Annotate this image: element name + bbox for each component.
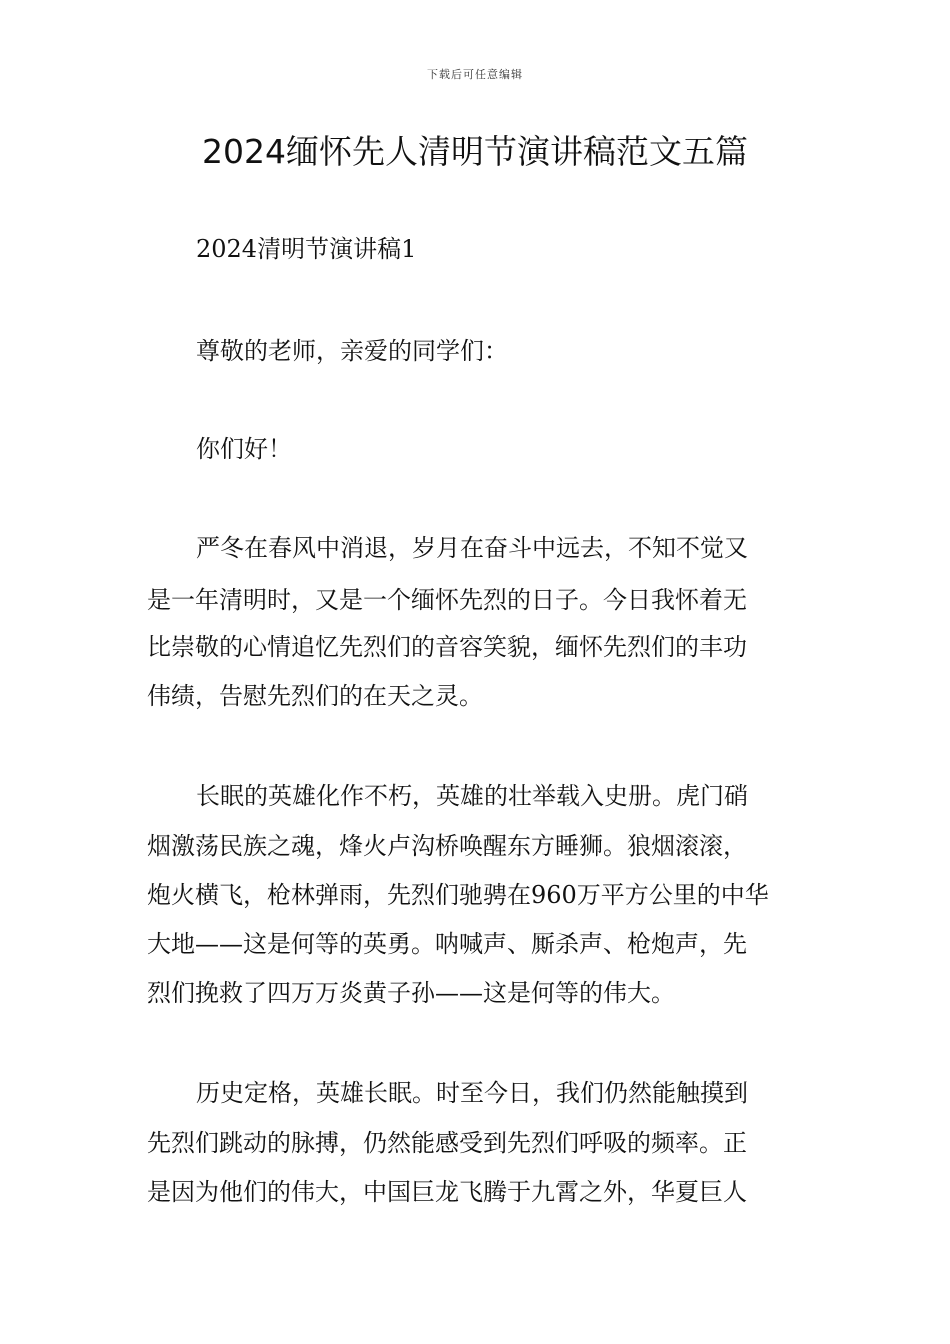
greeting: 你们好！ xyxy=(196,435,292,463)
document-title: 2024缅怀先人清明节演讲稿范文五篇 xyxy=(202,132,748,171)
paragraph-line: 严冬在春风中消退，岁月在奋斗中远去，不知不觉又 xyxy=(196,534,748,562)
header-note: 下载后可任意编辑 xyxy=(427,68,523,81)
paragraph-line: 大地——这是何等的英勇。呐喊声、厮杀声、枪炮声，先 xyxy=(147,930,747,958)
paragraph-line: 烈们挽救了四万万炎黄子孙——这是何等的伟大。 xyxy=(147,979,675,1007)
paragraph-line: 长眠的英雄化作不朽，英雄的壮举载入史册。虎门硝 xyxy=(196,782,748,810)
paragraph-line: 是因为他们的伟大，中国巨龙飞腾于九霄之外，华夏巨人 xyxy=(147,1178,747,1206)
section-subtitle: 2024清明节演讲稿1 xyxy=(196,235,417,263)
paragraph-line: 伟绩，告慰先烈们的在天之灵。 xyxy=(147,682,483,710)
paragraph-line: 是一年清明时，又是一个缅怀先烈的日子。今日我怀着无 xyxy=(147,586,747,614)
salutation: 尊敬的老师，亲爱的同学们： xyxy=(196,337,508,365)
paragraph-line: 历史定格，英雄长眠。时至今日，我们仍然能触摸到 xyxy=(196,1079,748,1107)
paragraph-line: 炮火横飞，枪林弹雨，先烈们驰骋在960万平方公里的中华 xyxy=(147,881,769,909)
paragraph-line: 比崇敬的心情追忆先烈们的音容笑貌，缅怀先烈们的丰功 xyxy=(147,633,747,661)
paragraph-line: 先烈们跳动的脉搏，仍然能感受到先烈们呼吸的频率。正 xyxy=(147,1129,747,1157)
paragraph-line: 烟激荡民族之魂，烽火卢沟桥唤醒东方睡狮。狼烟滚滚， xyxy=(147,832,747,860)
